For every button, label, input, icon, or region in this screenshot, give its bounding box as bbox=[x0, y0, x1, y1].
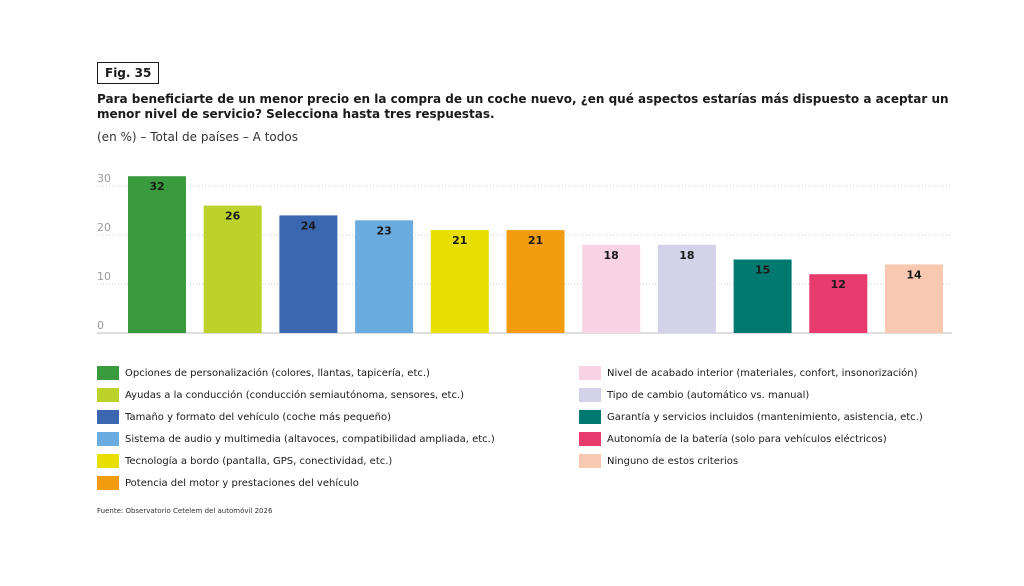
legend-item bbox=[579, 450, 923, 472]
legend-label: Ayudas a la conducción (conducción semiautónoma, sensores, etc.) bbox=[125, 389, 465, 401]
bar-value-label: 18 bbox=[679, 248, 695, 262]
bar bbox=[279, 215, 337, 333]
y-tick-label: 0 bbox=[97, 319, 104, 332]
legend-swatch bbox=[579, 432, 601, 446]
figure-label: Fig. 35 bbox=[97, 62, 159, 84]
legend-label: Sistema de audio y multimedia (altavoces, compatibilidad ampliada, etc.) bbox=[125, 433, 495, 445]
legend-label: Potencia del motor y prestaciones del vehículo bbox=[125, 477, 359, 489]
legend-item bbox=[97, 450, 495, 472]
legend-label: Opciones de personalización (colores, llantas, tapicería, etc.) bbox=[125, 367, 430, 379]
legend-swatch bbox=[97, 366, 119, 380]
legend-label: Tecnología a bordo (pantalla, GPS, conectividad, etc.) bbox=[125, 455, 393, 467]
bar-value-label: 32 bbox=[149, 180, 165, 194]
legend-item bbox=[97, 428, 495, 450]
legend-swatch bbox=[97, 454, 119, 468]
legend-swatch bbox=[579, 388, 601, 402]
legend-label: Tipo de cambio (automático vs. manual) bbox=[607, 389, 810, 401]
bar-value-label: 12 bbox=[830, 278, 846, 292]
legend-item bbox=[579, 406, 923, 428]
bar bbox=[128, 176, 186, 333]
legend-label: Nivel de acabado interior (materiales, confort, insonorización) bbox=[607, 367, 918, 379]
legend-item bbox=[579, 428, 923, 450]
bar-value-label: 23 bbox=[376, 224, 392, 238]
legend-swatch bbox=[579, 410, 601, 424]
legend-label: Autonomía de la batería (solo para vehículos eléctricos) bbox=[607, 433, 887, 445]
legend-item bbox=[97, 384, 495, 406]
legend-swatch bbox=[97, 432, 119, 446]
legend-left bbox=[97, 362, 495, 494]
legend-item bbox=[579, 384, 923, 406]
legend-label: Garantía y servicios incluidos (mantenimiento, asistencia, etc.) bbox=[607, 411, 923, 423]
legend-item bbox=[579, 362, 923, 384]
chart-subtitle: (en %) – Total de países – A todos bbox=[97, 130, 298, 144]
bar-value-label: 15 bbox=[754, 263, 771, 277]
bar-value-label: 14 bbox=[906, 268, 922, 282]
legend-item bbox=[97, 472, 495, 494]
legend-swatch bbox=[579, 454, 601, 468]
chart-title: Para beneficiarte de un menor precio en la compra de un coche nuevo, ¿en qué aspectos estarías más dispuesto a aceptar un menor nivel de servicio? Selecciona hasta tres respuestas. bbox=[97, 92, 949, 121]
legend-swatch bbox=[97, 410, 119, 424]
bar-value-label: 24 bbox=[300, 219, 317, 233]
legend-swatch bbox=[97, 388, 119, 402]
legend-swatch bbox=[579, 366, 601, 380]
y-tick-label: 30 bbox=[97, 172, 111, 185]
legend-item bbox=[97, 362, 495, 384]
legend-label: Tamaño y formato del vehículo (coche más pequeño) bbox=[125, 411, 392, 423]
bar bbox=[204, 206, 262, 333]
y-tick-label: 10 bbox=[97, 270, 111, 283]
legend-label: Ninguno de estos criterios bbox=[607, 455, 739, 467]
legend-swatch bbox=[97, 476, 119, 490]
legend-item bbox=[97, 406, 495, 428]
bar-layer bbox=[128, 176, 943, 333]
bar-value-label: 21 bbox=[527, 234, 544, 248]
bar-value-label: 26 bbox=[225, 209, 241, 223]
bar-value-label: 21 bbox=[452, 234, 468, 248]
legend-right bbox=[579, 362, 923, 472]
bar-value-label: 18 bbox=[603, 248, 619, 262]
y-tick-label: 20 bbox=[97, 221, 111, 234]
source-note: Fuente: Observatorio Cetelem del automóvil 2026 bbox=[97, 507, 273, 515]
